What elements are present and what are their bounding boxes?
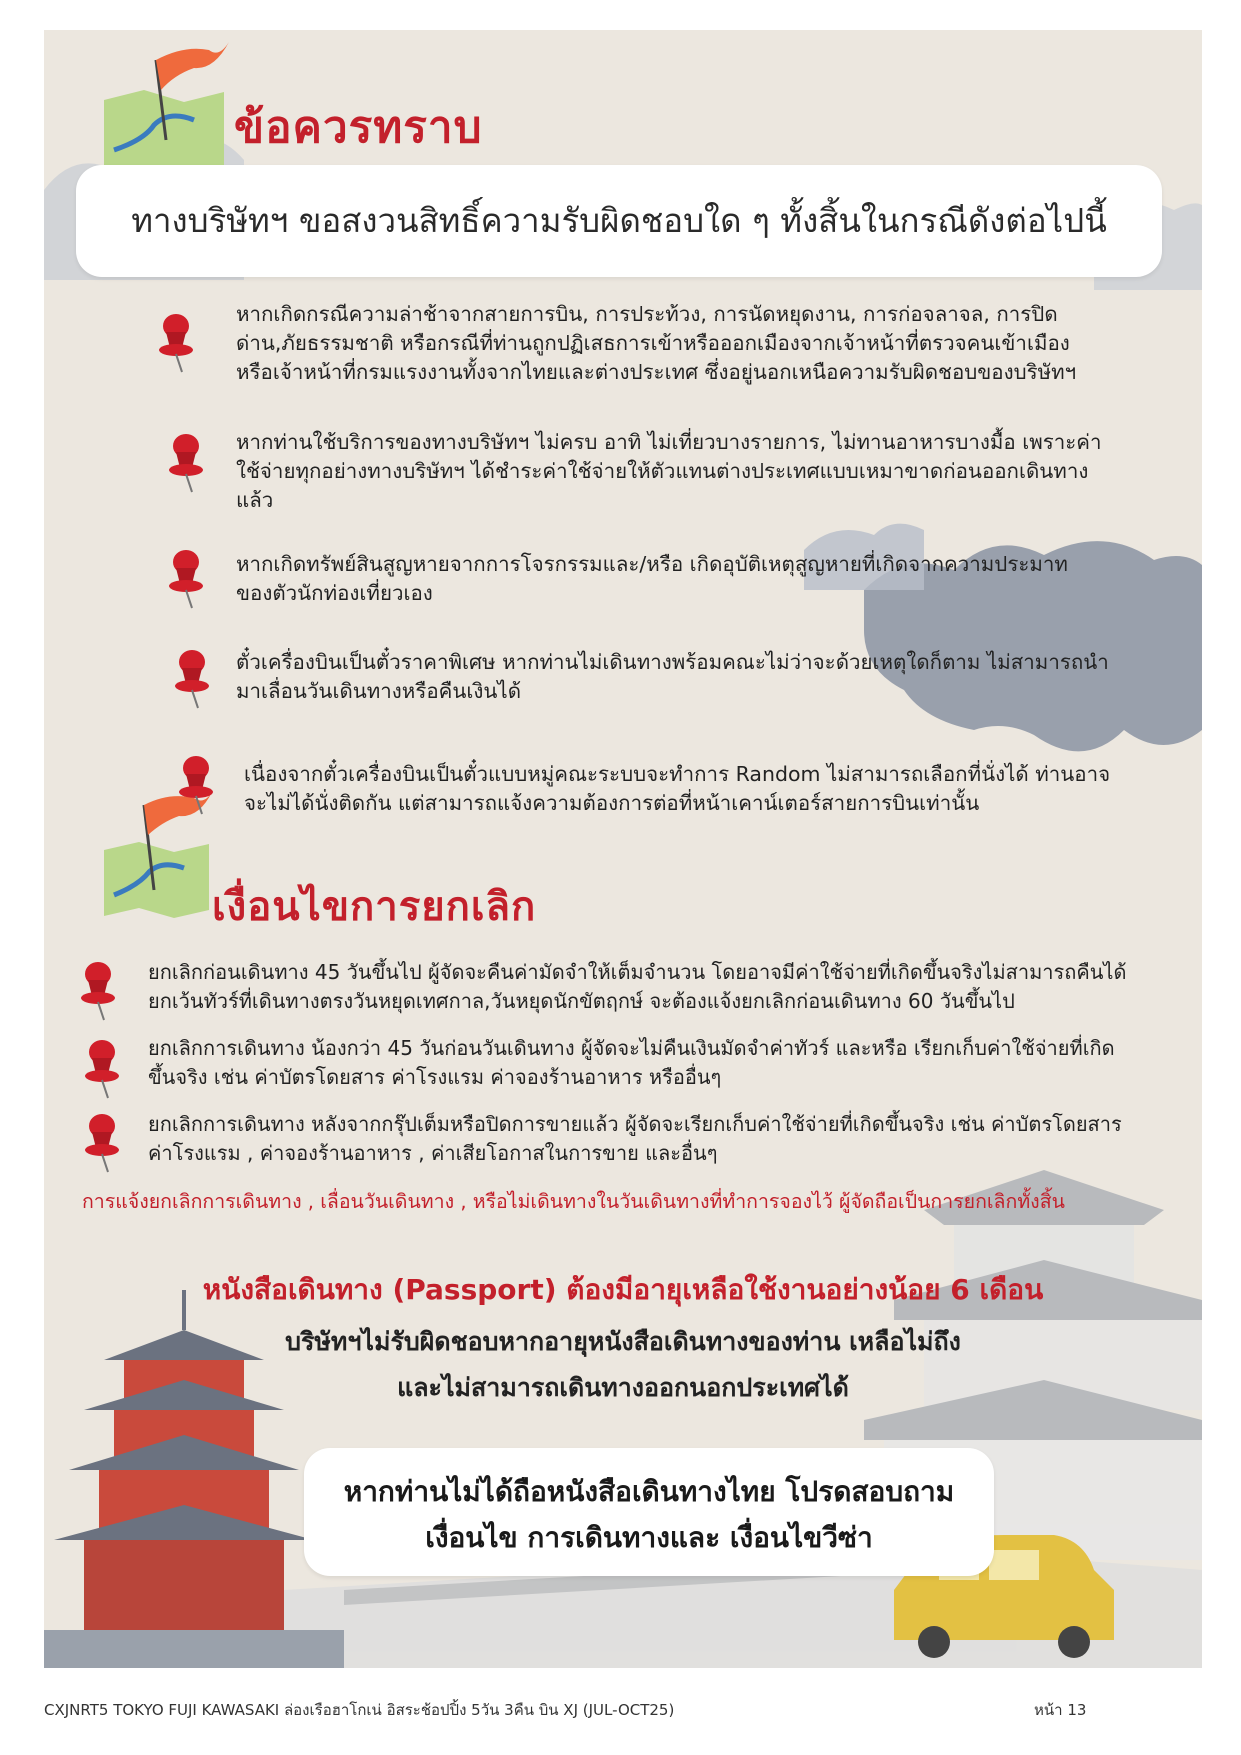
pushpin-icon <box>172 754 218 816</box>
cancel-item-2 <box>148 1034 1115 1092</box>
notice-item-line: ของตัวนักท่องเที่ยวเอง <box>236 581 433 605</box>
cancel-item-1 <box>148 958 1126 1016</box>
notice-item-3 <box>236 550 1068 608</box>
notice-item-1 <box>236 300 1076 387</box>
section-heading-cancellation: เงื่อนไขการยกเลิก <box>212 884 537 930</box>
non-thai-line: เงื่อนไข การเดินทางและ เงื่อนไขวีซ่า <box>425 1521 873 1554</box>
notice-item-line: ด่าน,ภัยธรรมชาติ หรือกรณีที่ท่านถูกปฏิเสธการเข้าหรือออกเมืองจากเจ้าหน้าที่ตรวจคนเข้าเมือง <box>236 331 1070 355</box>
notice-item-line: หากเกิดกรณีความล่าช้าจากสายการบิน, การประท้วง, การนัดหยุดงาน, การก่อจลาจล, การปิด <box>236 302 1058 326</box>
cancellation-red-note: การแจ้งยกเลิกการเดินทาง , เลื่อนวันเดินทาง , หรือไม่เดินทางในวันเดินทางที่ทำการจองไว้ ผู้จัดถือเป็นการยกเลิกทั้งสิ้น <box>82 1190 1065 1213</box>
cancel-item-line: ขึ้นจริง เช่น ค่าบัตรโดยสาร ค่าโรงแรม ค่าจองร้านอาหาร หรืออื่นๆ <box>148 1065 722 1089</box>
pushpin-icon <box>162 432 208 494</box>
cancel-item-3 <box>148 1110 1122 1168</box>
notice-item-line: หรือเจ้าหน้าที่กรมแรงงานทั้งจากไทยและต่างประเทศ ซึ่งอยู่นอกเหนือความรับผิดชอบของบริษัทฯ <box>236 360 1077 384</box>
cancel-item-line: ยกเลิกการเดินทาง น้องกว่า 45 วันก่อนวันเดินทาง ผู้จัดจะไม่คืนเงินมัดจำค่าทัวร์ และหรือ เรียกเก็บค่าใช้จ่ายที่เกิด <box>148 1036 1115 1060</box>
passport-validity-title: หนังสือเดินทาง (Passport) ต้องมีอายุเหลือใช้งานอย่างน้อย 6 เดือน <box>202 1273 1044 1306</box>
pushpin-icon <box>162 548 208 610</box>
cancel-item-line: ค่าโรงแรม , ค่าจองร้านอาหาร , ค่าเสียโอกาสในการขาย และอื่นๆ <box>148 1141 718 1165</box>
non-thai-passport-box <box>304 1448 994 1576</box>
cancel-item-line: ยกเลิกการเดินทาง หลังจากกรุ๊ปเต็มหรือปิดการขายแล้ว ผู้จัดจะเรียกเก็บค่าใช้จ่ายที่เกิดขึ้นจริง เช่น ค่าบัตรโดยสาร <box>148 1112 1122 1136</box>
section-heading-notice: ข้อควรทราบ <box>234 102 483 153</box>
passport-note-line: บริษัทฯไม่รับผิดชอบหากอายุหนังสือเดินทางของท่าน เหลือไม่ถึง <box>285 1327 961 1356</box>
cancel-item-line: ยกเว้นทัวร์ที่เดินทางตรงวันหยุดเทศกาล,วันหยุดนักขัตฤกษ์ จะต้องแจ้งยกเลิกก่อนเดินทาง 60 วันขึ้นไป <box>148 989 1015 1013</box>
disclaimer-banner <box>76 165 1162 277</box>
cancel-item-line: ยกเลิกก่อนเดินทาง 45 วันขึ้นไป ผู้จัดจะคืนค่ามัดจำให้เต็มจำนวน โดยอาจมีค่าใช้จ่ายที่เกิดขึ้นจริงไม่สามารถคืนได้ <box>148 960 1127 984</box>
notice-item-line: เนื่องจากตั๋วเครื่องบินเป็นตั๋วแบบหมู่คณะระบบจะทำการ Random ไม่สามารถเลือกที่นั่งได้ ท่านอาจ <box>244 762 1111 786</box>
footer-tour-code: CXJNRT5 TOKYO FUJI KAWASAKI ล่องเรือฮาโกเน่ อิสระช้อปปิ้ง 5วัน 3คืน บิน XJ (JUL-OCT25) <box>44 1701 675 1719</box>
footer-page-number: หน้า 13 <box>1034 1701 1087 1719</box>
notice-item-5 <box>244 760 1110 818</box>
notice-item-line: ใช้จ่ายทุกอย่างทางบริษัทฯ ได้ชำระค่าใช้จ่ายให้ตัวแทนต่างประเทศแบบเหมาขาดก่อนออกเดินทาง <box>236 459 1089 483</box>
pushpin-icon <box>78 1038 124 1100</box>
notice-item-line: มาเลื่อนวันเดินทางหรือคืนเงินได้ <box>236 679 522 703</box>
pushpin-icon <box>74 960 120 1022</box>
notice-item-line: หากท่านใช้บริการของทางบริษัทฯ ไม่ครบ อาทิ ไม่เที่ยวบางรายการ, ไม่ทานอาหารบางมื้อ เพราะค่า <box>236 430 1102 454</box>
passport-note-line: และไม่สามารถเดินทางออกนอกประเทศได้ <box>397 1373 849 1402</box>
notice-item-2 <box>236 428 1102 515</box>
notice-item-4 <box>236 648 1109 706</box>
notice-item-line: จะไม่ได้นั่งติดกัน แต่สามารถแจ้งความต้องการต่อที่หน้าเคาน์เตอร์สายการบินเท่านั้น <box>244 791 980 815</box>
pushpin-icon <box>78 1112 124 1174</box>
notice-item-line: หากเกิดทรัพย์สินสูญหายจากการโจรกรรมและ/หรือ เกิดอุบัติเหตุสูญหายที่เกิดจากความประมาท <box>236 552 1068 576</box>
disclaimer-text: ทางบริษัทฯ ขอสงวนสิทธิ์ความรับผิดชอบใด ๆ ทั้งสิ้นในกรณีดังต่อไปนี้ <box>131 201 1107 240</box>
page-sheet <box>44 30 1202 1668</box>
map-flag-icon <box>104 42 229 180</box>
pushpin-icon <box>152 312 198 374</box>
pushpin-icon <box>168 648 214 710</box>
notice-item-line: แล้ว <box>236 488 274 512</box>
non-thai-line: หากท่านไม่ได้ถือหนังสือเดินทางไทย โปรดสอบถาม <box>343 1475 955 1508</box>
notice-item-line: ตั๋วเครื่องบินเป็นตั๋วราคาพิเศษ หากท่านไม่เดินทางพร้อมคณะไม่ว่าจะด้วยเหตุใดก็ตาม ไม่สามารถนำ <box>236 650 1109 674</box>
